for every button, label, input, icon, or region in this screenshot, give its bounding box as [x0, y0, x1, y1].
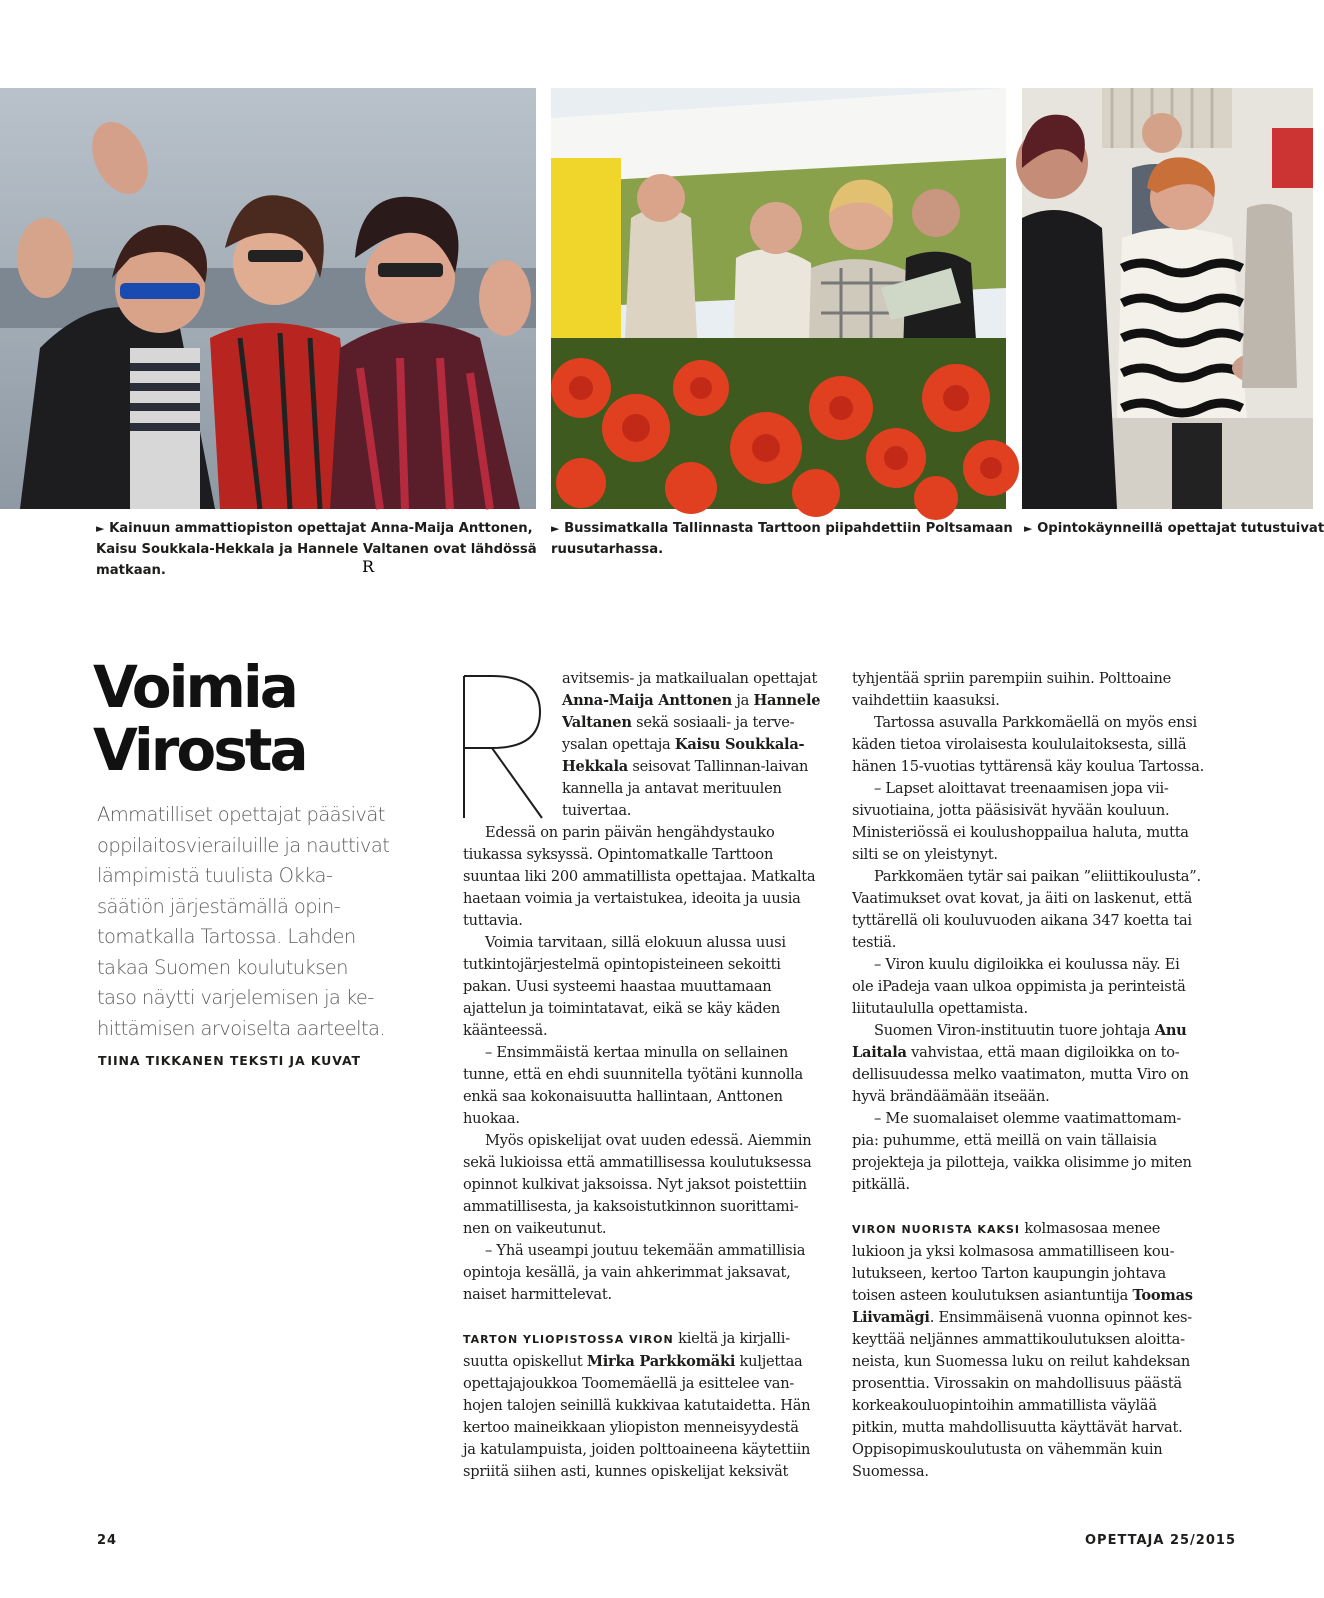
paragraph: – Me suomalaiset olemme vaatimattomam- pia: puhumme, että meillä on vain tällaisia projekteja ja pilotteja, vaikka olisimme jo miten pitkällä.: [852, 1110, 1192, 1193]
paragraph: – Lapset aloittavat treenaamisen jopa vii- sivuotiaina, jotta pääsisivät hyvään kouluun. Ministeriössä ei koulushoppailua haluta, mutta silti se on yleistynyt.: [852, 780, 1189, 863]
magazine-issue: OPETTAJA 25/2015: [1085, 1533, 1236, 1548]
article-column-2: avitsemis- ja matkailualan opettajat Anna-Maija Anttonen ja Hannele Valtanen sekä sosiaali- ja terve- ysalan opettaja Kaisu Soukkala- Hekkala seisovat Tallinnan-laivan kannella ja antavat merituulen tuivertaa. Edessä on parin päivän hengähdystauko tiukassa syksyssä. Opintomatkalle Tarttoon suuntaa liki 200 ammatillista opettajaa. Matkalta haetaan voimia ja vertaistukea, ideoita ja uusia tuttavia. Voimia tarvitaan, sillä elokuun alussa uusi tutkintojärjestelmä opintopisteineen sekoitti pakan. Uusi systeemi haastaa muuttamaan ajattelun ja toimintatavat, eikä se käy käden käänteessä. – Ensimmäistä kertaa minulla on sellainen tunne, että en ehdi suunnitella työtäni kunnolla enkä saa kokonaisuutta hallintaan, Anttonen huokaa. Myös opiskelijat ovat uuden edessä. Aiemmin sekä lukioissa että ammatillisessa koulutuksessa opinnot kulkivat jaksoissa. Nyt jaksot poistettiin ammatillisesta, ja kaksoistutkinnon suorittami- nen on vaikeutunut. – Yhä useampi joutuu tekemään ammatillisia opintoja kesällä, ja vain ahkerimmat jaksavat, naiset harmittelevat. TARTON YLIOPISTOSSA VIRON kieltä ja kirjalli- suutta opiskellut Mirka Parkkomäki kuljettaa opettajajoukkoa Toomemäellä ja esittelee van- hojen talojen seinillä kukkivaa katutaidetta. Hän kertoo maineikkaan yliopiston menneisyydestä ja katulampuista, joiden polttoaineena käytettiin spriitä siihen asti, kunnes opiskelijat keksivät: [463, 668, 838, 1483]
paragraph: – Yhä useampi joutuu tekemään ammatillisia opintoja kesällä, ja vain ahkerimmat jaksavat, naiset harmittelevat.: [463, 1242, 806, 1303]
photo-rose-garden: [551, 88, 1006, 509]
article-column-3: [852, 668, 1222, 1483]
photo-caption: ► Opintokäynneillä opettajat tutustuivat: [1024, 521, 1324, 536]
paragraph: Voimia tarvitaan, sillä elokuun alussa uusi tutkintojärjestelmä opintopisteineen sekoitti pakan. Uusi systeemi haastaa muuttamaan ajattelun ja toimintatavat, eikä se käy käden käänteessä.: [463, 934, 786, 1039]
svg-text:R: R: [362, 557, 375, 576]
photo-caption: ► Bussimatkalla Tallinnasta Tarttoon piipahdettiin Poltsamaan ruusutarhassa.: [551, 521, 1013, 557]
caption-marker-icon: ►: [96, 522, 105, 535]
photo-caption: ► Kainuun ammattiopiston opettajat Anna-Maija Anttonen, Kaisu Soukkala-Hekkala ja Hannele Valtanen ovat lähdössä matkaan.: [96, 521, 537, 578]
caption-marker-icon: ►: [1024, 522, 1033, 535]
caption-marker-icon: ►: [551, 522, 560, 535]
photo-study-visit: [1022, 88, 1313, 509]
photo-teachers-on-ferry: [0, 88, 536, 509]
paragraph: VIRON NUORISTA KAKSI kolmasosaa menee lukioon ja yksi kolmasosa ammatilliseen kou- lutukseen, kertoo Tarton kaupungin johtava toisen asteen koulutuksen asiantuntija Toomas Liivamägi. Ensimmäisenä vuonna opinnot kes- keyttää neljännes ammattikoulutuksen aloitta- neista, kun Suomessa luku on reilut kahdeksan prosenttia. Virossakin on mahdollisuus päästä korkeakouluopintoihin ammatillista väylää pitkin, mutta mahdollisuutta käyttävät harvat. Oppisopimuskoulutusta on vähemmän kuin Suomessa.: [852, 1220, 1193, 1480]
paragraph: Suomen Viron-instituutin tuore johtaja Anu Laitala vahvistaa, että maan digiloikka on to- dellisuudessa melko vaatimaton, mutta Viro on hyvä brändäämään itseään.: [852, 1022, 1189, 1105]
byline: TIINA TIKKANEN TEKSTI JA KUVAT: [98, 1053, 361, 1068]
paragraph: – Ensimmäistä kertaa minulla on sellainen tunne, että en ehdi suunnitella työtäni kunnolla enkä saa kokonaisuutta hallintaan, Anttonen huokaa.: [463, 1044, 803, 1127]
paragraph: tyhjentää spriin parempiin suihin. Polttoaine vaihdettiin kaasuksi.: [852, 670, 1172, 709]
paragraph: TARTON YLIOPISTOSSA VIRON kieltä ja kirjalli- suutta opiskellut Mirka Parkkomäki kuljettaa opettajajoukkoa Toomemäellä ja esittelee van- hojen talojen seinillä kukkivaa katutaidetta. Hän kertoo maineikkaan yliopiston menneisyydestä ja katulampuista, joiden polttoaineena käytettiin spriitä siihen asti, kunnes opiskelijat keksivät: [463, 1330, 811, 1480]
article-headline: Voimia Virosta: [93, 653, 306, 784]
paragraph: Myös opiskelijat ovat uuden edessä. Aiemmin sekä lukioissa että ammatillisessa koulutuksessa opinnot kulkivat jaksoissa. Nyt jaksot poistettiin ammatillisesta, ja kaksoistutkinnon suorittami- nen on vaikeutunut.: [463, 1132, 812, 1237]
page-number: 24: [97, 1533, 118, 1548]
paragraph: – Viron kuulu digiloikka ei koulussa näy. Ei ole iPadeja vaan ulkoa oppimista ja perinteistä liitutaululla opettamista.: [852, 956, 1186, 1017]
article-ingress: Ammatilliset opettajat pääsivät oppilaitosvierailuille ja nauttivat lämpimistä tuulista Okka- säätiön järjestämällä opin- tomatkalla Tartossa. Lahden takaa Suomen koulutuksen taso näytti varjelemisen ja ke- hittämisen arvoiselta aarteelta.: [97, 803, 390, 1040]
paragraph: Parkkomäen tytär sai paikan ”eliittikoulusta”. Vaatimukset ovat kovat, ja äiti on laskenut, että tyttärellä oli kouluvuoden aikana 347 koetta tai testiä.: [852, 868, 1201, 951]
lead-in: VIRON NUORISTA KAKSI: [852, 1223, 1021, 1236]
paragraph: Tartossa asuvalla Parkkomäellä on myös ensi käden tietoa virolaisesta koululaitoksesta, sillä hänen 15-vuotias tyttärensä käy koulua Tartossa.: [852, 714, 1204, 775]
paragraph: Edessä on parin päivän hengähdystauko tiukassa syksyssä. Opintomatkalle Tarttoon suuntaa liki 200 ammatillista opettajaa. Matkalta haetaan voimia ja vertaistukea, ideoita ja uusia tuttavia.: [463, 824, 816, 929]
lead-in: TARTON YLIOPISTOSSA VIRON: [463, 1333, 674, 1346]
